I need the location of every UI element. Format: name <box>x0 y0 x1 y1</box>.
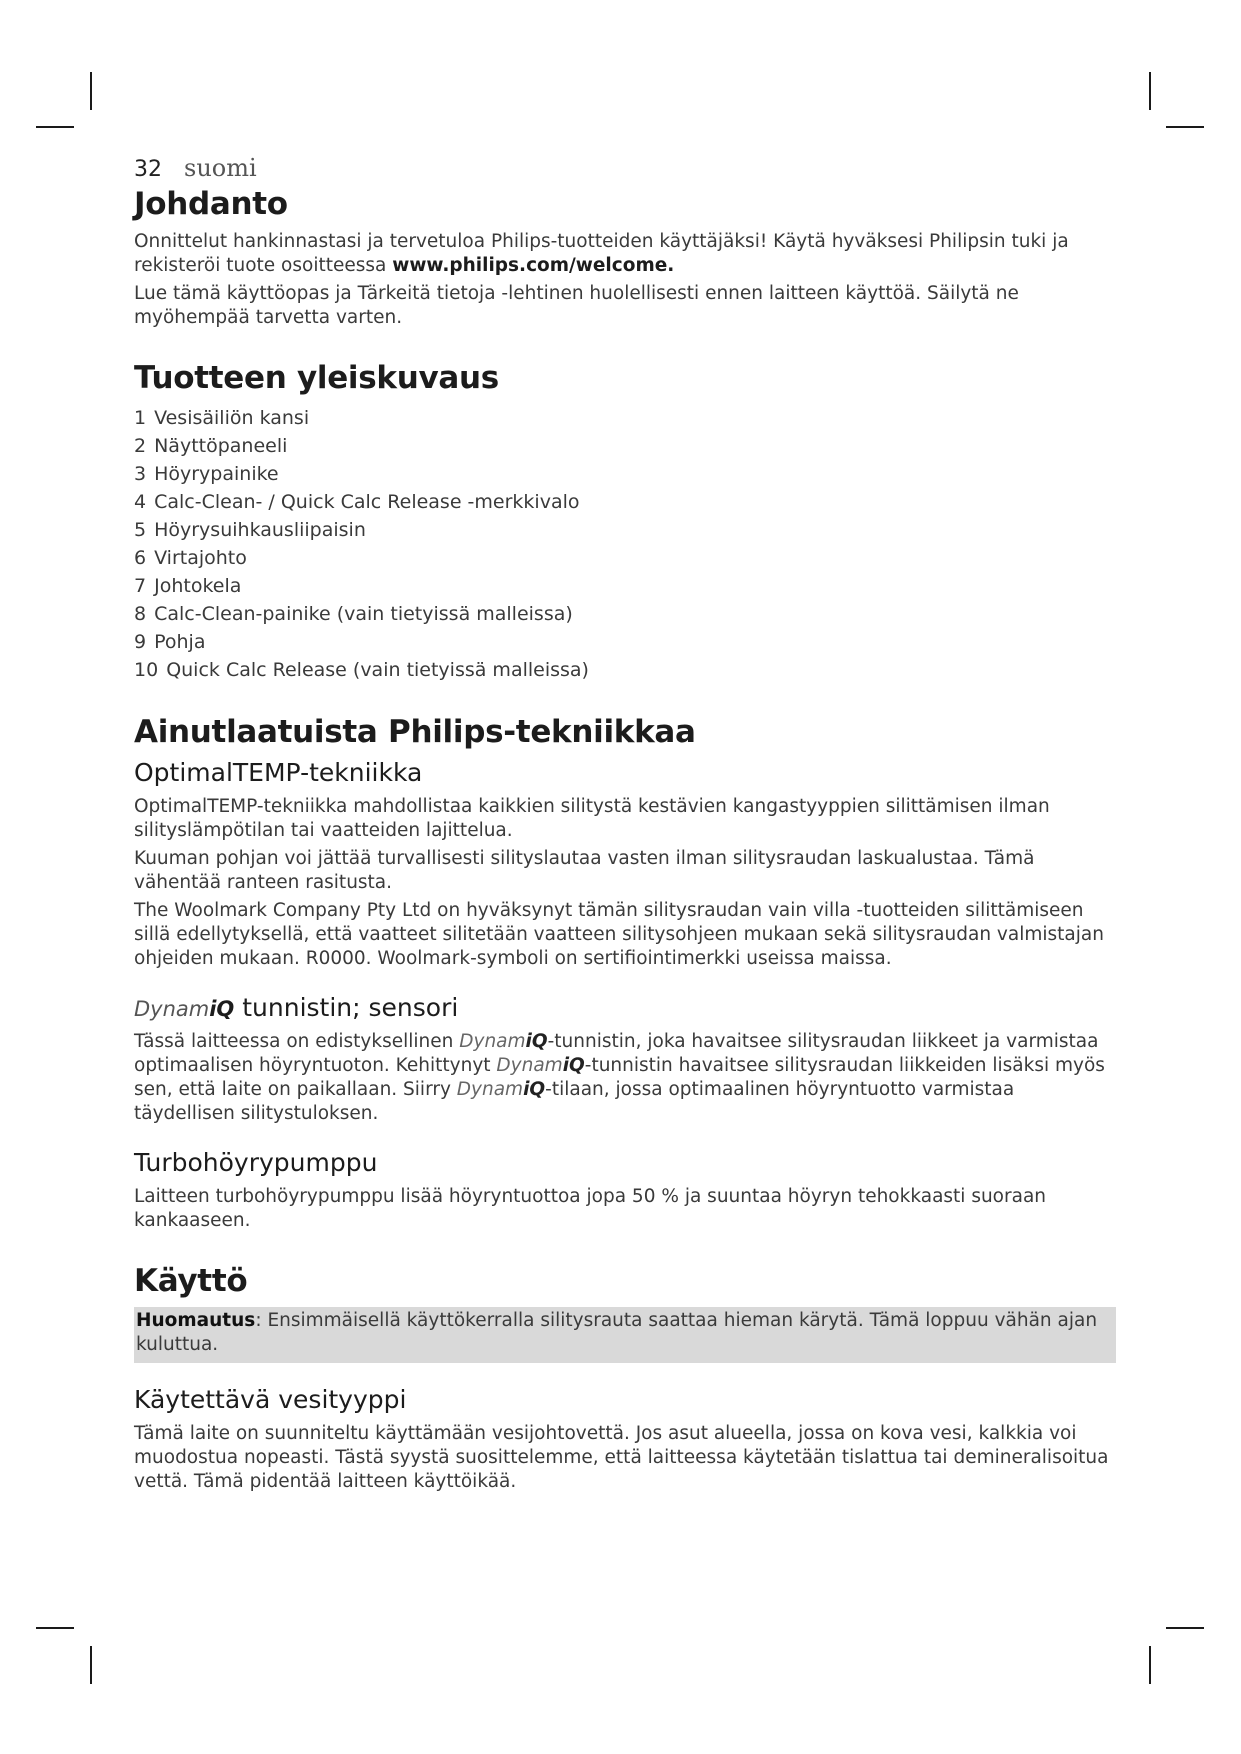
water-type-paragraph: Tämä laite on suunniteltu käyttämään vesijohtovettä. Jos asut alueella, jossa on kova vesi, kalkkia voi muodostua nopeasti. Tästä syystä suosittelemme, että laitteessa käytetään tislattua tai demineralisoitua vettä. Tämä pidentää laitteen käyttöikää. <box>134 1423 1109 1492</box>
optimaltemp-heading: OptimalTEMP-tekniikka <box>134 758 423 787</box>
woolmark-paragraph: The Woolmark Company Pty Ltd on hyväksynyt tämän silitysraudan vain villa -tuotteiden silittämiseen sillä edellytyksellä, että vaatteet silitetään vaatteen silitysohjeen mukaan sekä silitysraudan valmistajan ohjeiden mukaan. R0000. Woolmark-symboli on sertifiointimerkki useissa maissa. <box>134 900 1104 969</box>
dynamiq-heading: DynamiQ tunnistin; sensori <box>134 993 459 1022</box>
water-type-heading: Käytettävä vesityyppi <box>134 1385 407 1414</box>
turbo-paragraph: Laitteen turbohöyrypumppu lisää höyryntuottoa jopa 50 % ja suuntaa höyryn tehokkaasti suoraan kankaaseen. <box>134 1186 1047 1231</box>
dynamiq-inline-logo: DynamiQ <box>496 1055 585 1076</box>
language-label: suomi <box>184 154 257 182</box>
overview-heading: Tuotteen yleiskuvaus <box>134 360 499 396</box>
dynamiq-logo: DynamiQ <box>134 997 235 1021</box>
running-header <box>134 154 1116 182</box>
intro-paragraph-1 <box>134 230 1116 278</box>
crop-mark-top-right-v <box>1149 72 1151 110</box>
note-box <box>134 1307 1116 1363</box>
page-number: 32 <box>134 157 162 182</box>
page-content <box>134 154 1116 1498</box>
note-label: Huomautus <box>136 1310 256 1331</box>
crop-mark-top-left-h <box>36 126 74 128</box>
crop-mark-top-left-v <box>90 72 92 110</box>
list-item: 3 Höyrypainike <box>134 463 279 485</box>
list-item: 6 Virtajohto <box>134 547 247 569</box>
crop-mark-top-right-h <box>1166 126 1204 128</box>
list-item: 2 Näyttöpaneeli <box>134 435 288 457</box>
crop-mark-bottom-left-v <box>90 1646 92 1684</box>
crop-mark-bottom-right-h <box>1166 1627 1204 1629</box>
list-item: 8 Calc-Clean-painike (vain tietyissä malleissa) <box>134 603 573 625</box>
list-item: 5 Höyrysuihkausliipaisin <box>134 519 366 541</box>
crop-mark-bottom-left-h <box>36 1627 74 1629</box>
crop-mark-bottom-right-v <box>1149 1646 1151 1684</box>
intro-heading: Johdanto <box>134 186 288 222</box>
note-text: : Ensimmäisellä käyttökerralla silitysrauta saattaa hieman kärytä. Tämä loppuu vähän ajan kuluttua. <box>136 1310 1098 1355</box>
tech-heading: Ainutlaatuista Philips-tekniikkaa <box>134 714 696 750</box>
list-item: 7 Johtokela <box>134 575 242 597</box>
intro-paragraph-2: Lue tämä käyttöopas ja Tärkeitä tietoja -lehtinen huolellisesti ennen laitteen käyttöä. Säilytä ne myöhempää tarvetta varten. <box>134 283 1019 328</box>
list-item: 4 Calc-Clean- / Quick Calc Release -merkkivalo <box>134 491 580 513</box>
list-item: 9 Pohja <box>134 631 206 653</box>
dynamiq-inline-logo: DynamiQ <box>456 1079 546 1100</box>
turbo-heading: Turbohöyrypumppu <box>134 1148 378 1177</box>
dynamiq-paragraph: Tässä laitteessa on edistyksellinen DynamiQ-tunnistin, joka havaitsee silitysraudan liikkeet ja varmistaa optimaalisen höyryntuoton. Kehittynyt DynamiQ-tunnistin havaitsee silitysraudan liikkeiden lisäksi myös sen, että laite on paikallaan. Siirry DynamiQ-tilaan, jossa optimaalinen höyryntuotto varmistaa täydellisen silitystuloksen. <box>134 1031 1105 1124</box>
dynamiq-inline-logo: DynamiQ <box>459 1031 548 1052</box>
parts-list <box>134 404 1116 684</box>
welcome-link[interactable]: www.philips.com/welcome. <box>392 255 675 276</box>
usage-heading: Käyttö <box>134 1263 248 1299</box>
optimaltemp-paragraph-1: OptimalTEMP-tekniikka mahdollistaa kaikkien silitystä kestävien kangastyyppien silittämisen ilman silityslämpötilan tai vaatteiden lajittelua. <box>134 796 1050 841</box>
optimaltemp-paragraph-2: Kuuman pohjan voi jättää turvallisesti silityslautaa vasten ilman silitysraudan laskualustaa. Tämä vähentää ranteen rasitusta. <box>134 848 1035 893</box>
list-item: 1 Vesisäiliön kansi <box>134 407 310 429</box>
list-item: 10 Quick Calc Release (vain tietyissä malleissa) <box>134 659 589 681</box>
intro-text: Onnittelut hankinnastasi ja tervetuloa Philips-tuotteiden käyttäjäksi! Käytä hyväksesi Philipsin tuki ja rekisteröi tuote osoitteessa <box>134 231 1069 276</box>
